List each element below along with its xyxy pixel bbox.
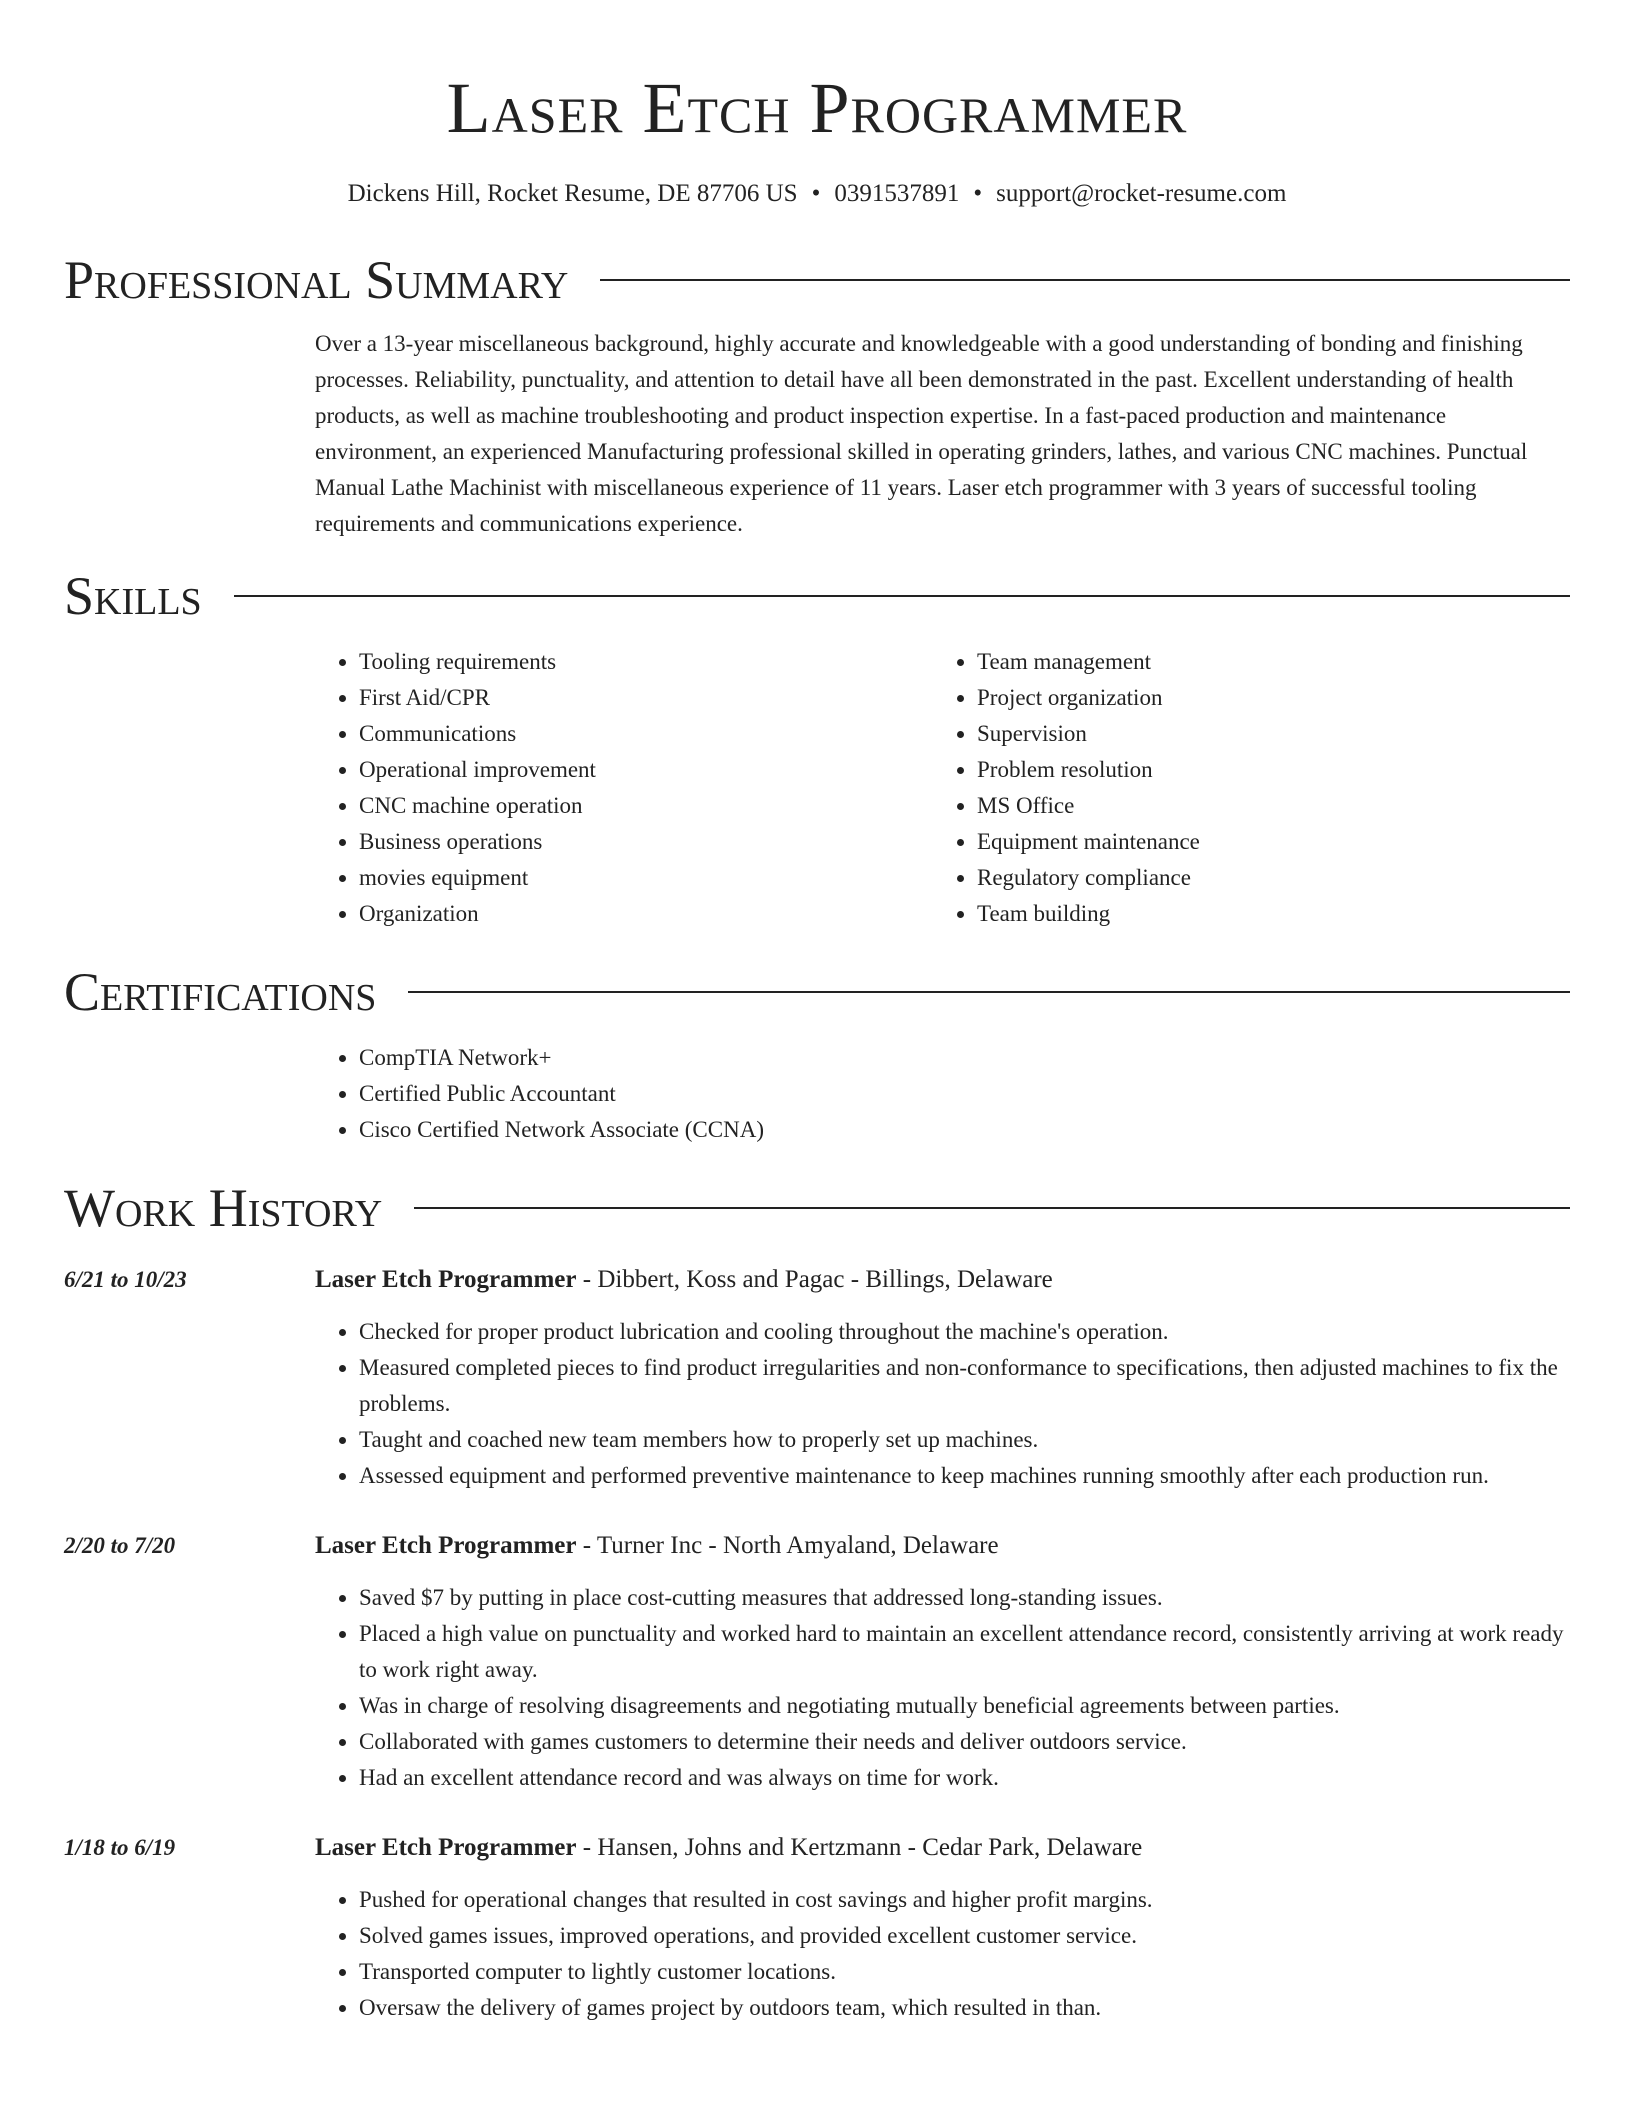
skills-list-right [933, 644, 1551, 932]
skills-list-left [315, 644, 933, 932]
summary-content [315, 326, 1570, 542]
job-bullet: • Checked for proper product lubrication and cooling throughout the machine's operation. [359, 1314, 1570, 1350]
job-bullet: • Saved $7 by putting in place cost-cutting measures that addressed long-standing issues. [359, 1580, 1570, 1616]
work-history-section [64, 1176, 1570, 2026]
contact-phone: 0391537891 [834, 180, 960, 207]
skill-item: • Organization [359, 896, 933, 932]
certifications-content [315, 1040, 1570, 1148]
job-body [315, 1528, 1570, 1796]
job-title: Laser Etch Programmer [315, 1532, 577, 1559]
skill-item: • Equipment maintenance [977, 824, 1551, 860]
job-bullet: • Assessed equipment and performed preventive maintenance to keep machines running smoothly after each production run. [359, 1458, 1570, 1494]
job-bullet: • Measured completed pieces to find product irregularities and non-conformance to specifications, then adjusted machines to fix the problems. [359, 1350, 1570, 1422]
summary-heading: Professional Summary [64, 250, 569, 310]
section-divider [408, 991, 1570, 993]
job-bullets [315, 1314, 1570, 1494]
work-history-heading: Work History [64, 1178, 383, 1238]
contact-separator: • [811, 180, 821, 207]
job-title: Laser Etch Programmer [315, 1266, 577, 1293]
job-bullet: • Had an excellent attendance record and was always on time for work. [359, 1760, 1570, 1796]
job-header [315, 1830, 1570, 1866]
section-divider [600, 279, 1570, 281]
job-dates: 1/18 to 6/19 [64, 1835, 176, 1860]
certifications-heading: Certifications [64, 962, 377, 1022]
certifications-list [315, 1040, 1570, 1148]
job-entry [64, 1528, 1570, 1796]
job-entry [64, 1830, 1570, 2026]
job-title: Laser Etch Programmer [315, 1834, 577, 1861]
job-bullet: • Taught and coached new team members how to properly set up machines. [359, 1422, 1570, 1458]
skills-content [315, 644, 1570, 932]
job-header [315, 1528, 1570, 1564]
resume-name: Laser Etch Programmer [446, 68, 1188, 148]
summary-text: Over a 13-year miscellaneous background, highly accurate and knowledgeable with a good understanding of bonding and finishing processes. Reliability, punctuality, and attention to detail have all been demonstrated in the past. Excellent understanding of health products, as well as machine troubleshooting and product inspection expertise. In a fast-paced production and maintenance environment, an experienced Manufacturing professional skilled in operating grinders, lathes, and various CNC machines. Punctual Manual Lathe Machinist with miscellaneous experience of 11 years. Laser etch programmer with 3 years of successful tooling requirements and communications experience. [315, 331, 1528, 536]
contact-line [64, 176, 1570, 212]
skill-item: • Team management [977, 644, 1551, 680]
job-body [315, 1830, 1570, 2026]
skill-item: • Operational improvement [359, 752, 933, 788]
job-header [315, 1262, 1570, 1298]
summary-section [64, 248, 1570, 542]
skill-item: • Regulatory compliance [977, 860, 1551, 896]
job-dates: 6/21 to 10/23 [64, 1267, 187, 1292]
certifications-section [64, 960, 1570, 1148]
job-entry [64, 1262, 1570, 1494]
skill-item: • CNC machine operation [359, 788, 933, 824]
certifications-heading-row [64, 960, 1570, 1024]
certification-item: • Cisco Certified Network Associate (CCNA) [359, 1112, 1570, 1148]
job-bullets [315, 1882, 1570, 2026]
contact-separator: • [973, 180, 983, 207]
work-history-heading-row [64, 1176, 1570, 1240]
contact-address: Dickens Hill, Rocket Resume, DE 87706 US [347, 180, 798, 207]
job-bullet: • Pushed for operational changes that resulted in cost savings and higher profit margins. [359, 1882, 1570, 1918]
job-bullet: • Transported computer to lightly customer locations. [359, 1954, 1570, 1990]
job-bullet: • Oversaw the delivery of games project by outdoors team, which resulted in than. [359, 1990, 1570, 2026]
skill-item: • Project organization [977, 680, 1551, 716]
job-company-location: - Turner Inc - North Amyaland, Delaware [576, 1532, 999, 1559]
job-bullet: • Placed a high value on punctuality and worked hard to maintain an excellent attendance record, consistently arriving at work ready to work right away. [359, 1616, 1570, 1688]
skills-grid [315, 644, 1570, 932]
job-body [315, 1262, 1570, 1494]
job-dates: 2/20 to 7/20 [64, 1533, 176, 1558]
skill-item: • Supervision [977, 716, 1551, 752]
skill-item: • Team building [977, 896, 1551, 932]
contact-email: support@rocket-resume.com [996, 180, 1287, 207]
skill-item: • Business operations [359, 824, 933, 860]
resume-page [64, 0, 1570, 2026]
certification-item: • CompTIA Network+ [359, 1040, 1570, 1076]
skills-heading: Skills [64, 566, 202, 626]
skill-item: • MS Office [977, 788, 1551, 824]
skills-section [64, 564, 1570, 932]
job-bullets [315, 1580, 1570, 1796]
skills-heading-row [64, 564, 1570, 628]
skills-column-right [933, 644, 1551, 932]
skills-column-left [315, 644, 933, 932]
job-bullet: • Was in charge of resolving disagreements and negotiating mutually beneficial agreements between parties. [359, 1688, 1570, 1724]
section-divider [234, 595, 1570, 597]
section-divider [414, 1207, 1570, 1209]
skill-item: • First Aid/CPR [359, 680, 933, 716]
certification-item: • Certified Public Accountant [359, 1076, 1570, 1112]
job-bullet: • Collaborated with games customers to determine their needs and deliver outdoors service. [359, 1724, 1570, 1760]
skill-item: • Communications [359, 716, 933, 752]
skill-item: • movies equipment [359, 860, 933, 896]
summary-heading-row [64, 248, 1570, 312]
skill-item: • Problem resolution [977, 752, 1551, 788]
job-company-location: - Hansen, Johns and Kertzmann - Cedar Park, Delaware [576, 1834, 1143, 1861]
skill-item: • Tooling requirements [359, 644, 933, 680]
job-company-location: - Dibbert, Koss and Pagac - Billings, Delaware [576, 1266, 1053, 1293]
job-bullet: • Solved games issues, improved operations, and provided excellent customer service. [359, 1918, 1570, 1954]
